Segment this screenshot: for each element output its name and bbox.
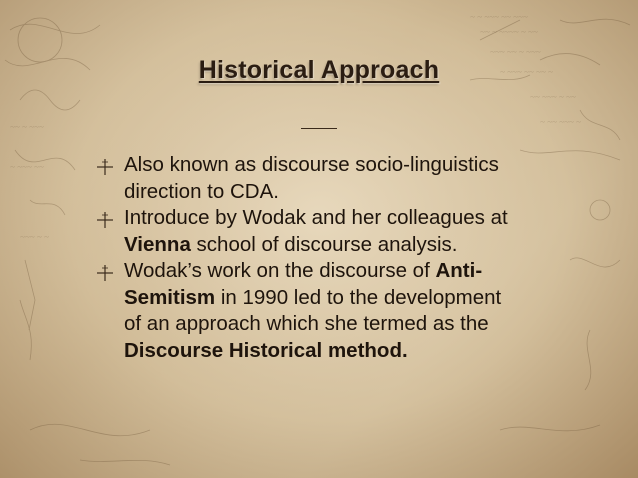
svg-text:~~ ~~~ ~ ~~: ~~ ~~~ ~ ~~ <box>530 92 576 102</box>
bullet-3-text-part-3: in 1990 led to the development of an approach which she termed as the <box>124 285 502 335</box>
bullet-text <box>124 259 501 362</box>
bullet-item <box>94 258 524 364</box>
svg-text:~~ ~ ~~~: ~~ ~ ~~~ <box>10 122 44 132</box>
title-divider <box>301 128 337 129</box>
svg-text:~~~ ~ ~: ~~~ ~ ~ <box>20 232 49 242</box>
bullet-list <box>94 152 524 364</box>
bullet-3-text-part-1: Wodak’s work on the discourse of <box>124 259 436 282</box>
bullet-3-bold-method: Discourse Historical method. <box>124 338 408 362</box>
bullet-text <box>124 206 508 256</box>
bullet-item <box>94 152 524 205</box>
cross-bullet-icon <box>96 158 114 176</box>
svg-text:~~ ~ ~~~~ ~ ~~: ~~ ~ ~~~~ ~ ~~ <box>480 27 538 37</box>
bullet-text <box>124 153 499 203</box>
svg-text:~~~ ~~ ~ ~~~: ~~~ ~~ ~ ~~~ <box>490 47 541 57</box>
bullet-item <box>94 205 524 258</box>
cross-bullet-icon <box>96 264 114 282</box>
svg-text:~ ~~~ ~~: ~ ~~~ ~~ <box>10 162 44 172</box>
bullet-3-bold-anti-semitism: Anti-Semitism <box>124 259 483 309</box>
bullet-2-text-part-3: school of discourse analysis. <box>190 232 458 256</box>
svg-text:~ ~~~ ~~ ~~ ~: ~ ~~~ ~~ ~~ ~ <box>500 67 553 77</box>
cross-bullet-icon <box>96 211 114 229</box>
slide-title: Historical Approach <box>198 56 440 84</box>
bullet-2-text-part-1: Introduce by Wodak and her colleagues at <box>124 206 508 229</box>
svg-text:~ ~ ~~~ ~~ ~~~: ~ ~ ~~~ ~~ ~~~ <box>470 12 528 22</box>
bullet-1-text: Also known as discourse socio-linguistics direction to CDA. <box>124 153 499 203</box>
svg-text:~ ~~ ~~~ ~: ~ ~~ ~~~ ~ <box>540 117 581 127</box>
bullet-2-bold-vienna: Vienna <box>124 232 191 256</box>
